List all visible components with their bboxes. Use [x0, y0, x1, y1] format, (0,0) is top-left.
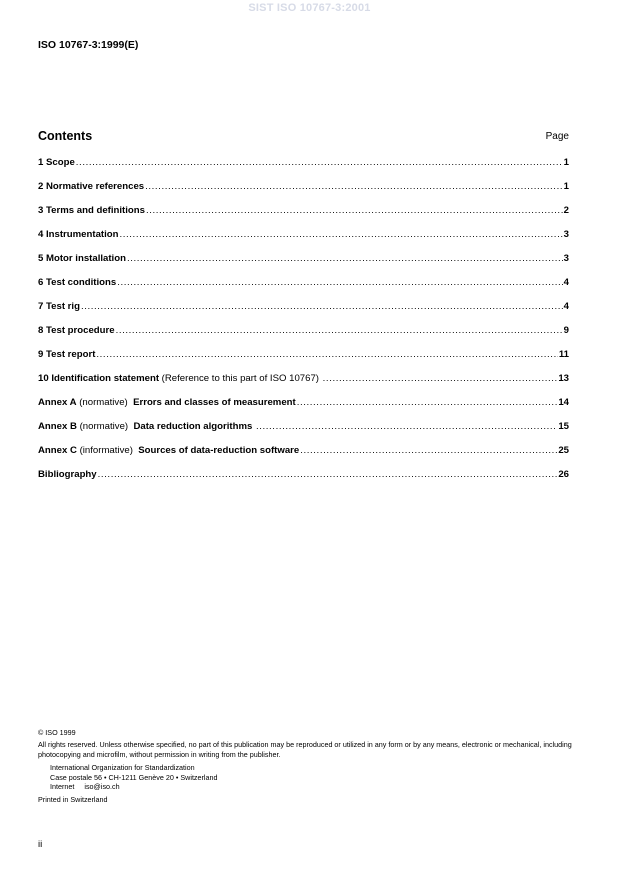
toc-entry[interactable]: [38, 349, 569, 373]
toc-page-number: 26: [558, 469, 569, 480]
toc-entry-title: [38, 277, 116, 288]
toc-entry-heading: 2 Normative references: [38, 181, 145, 192]
toc-entry-title: [38, 205, 145, 216]
toc-dot-leader: [117, 277, 562, 288]
toc-entry[interactable]: [38, 181, 569, 205]
toc-page-number: 3: [563, 253, 569, 264]
toc-entry[interactable]: [38, 325, 569, 349]
toc-entry-heading: Annex A: [38, 397, 77, 408]
toc-dot-leader: [76, 157, 563, 168]
toc-entry-heading: 5 Motor installation: [38, 253, 126, 264]
toc-entry-subtitle: Sources of data-reduction software: [138, 445, 300, 456]
toc-entry[interactable]: [38, 469, 569, 493]
toc-page-number: 1: [563, 181, 569, 192]
toc-dot-leader: [96, 349, 557, 360]
page-column-label: Page: [545, 131, 569, 142]
toc-entry-title: [38, 445, 299, 456]
toc-dot-leader: [116, 325, 563, 336]
toc-dot-leader: [323, 373, 558, 384]
toc-entry[interactable]: [38, 157, 569, 181]
toc-entry[interactable]: [38, 301, 569, 325]
toc-entry[interactable]: [38, 397, 569, 421]
toc-entry-heading: Annex B: [38, 421, 77, 432]
watermark: SIST ISO 10767-3:2001: [248, 2, 371, 14]
footer: [38, 728, 578, 805]
toc-page-number: 4: [563, 277, 569, 288]
toc-page-number: 14: [558, 397, 569, 408]
internet-contact: Internet iso@iso.ch: [50, 782, 120, 792]
page-number: ii: [38, 839, 43, 850]
toc-page-number: 9: [563, 325, 569, 336]
toc-entry-heading: 1 Scope: [38, 157, 75, 168]
toc-entry-title: [38, 157, 75, 168]
rights-statement: All rights reserved. Unless otherwise specified, no part of this publication may be reproduced or utilized in any form or by any means, electronic or mechanical, including photocopying and microfilm, without permission in writing from the publisher.: [38, 740, 572, 759]
toc-entry-title: [38, 397, 296, 408]
toc-page-number: 2: [563, 205, 569, 216]
organization-name: International Organization for Standardization: [50, 763, 195, 773]
toc-page-number: 13: [558, 373, 569, 384]
toc-page-number: 1: [563, 157, 569, 168]
toc-entry-title: [38, 301, 80, 312]
toc-entry[interactable]: [38, 253, 569, 277]
toc-entry-heading: 3 Terms and definitions: [38, 205, 145, 216]
toc-dot-leader: [81, 301, 563, 312]
toc-entry-heading: 8 Test procedure: [38, 325, 115, 336]
printed-location: Printed in Switzerland: [38, 795, 108, 805]
toc-entry-heading: 9 Test report: [38, 349, 96, 360]
toc-entry[interactable]: [38, 277, 569, 301]
toc-dot-leader: [256, 421, 557, 432]
toc-page-number: 25: [558, 445, 569, 456]
toc-entry-annotation: (informative): [76, 445, 139, 456]
toc-page-number: 4: [563, 301, 569, 312]
toc-dot-leader: [120, 229, 563, 240]
toc-dot-leader: [98, 469, 558, 480]
table-of-contents: [38, 157, 569, 493]
publisher-address: [38, 763, 578, 791]
toc-entry[interactable]: [38, 229, 569, 253]
toc-dot-leader: [127, 253, 563, 264]
toc-entry-title: [38, 253, 126, 264]
toc-entry-heading: Bibliography: [38, 469, 97, 480]
toc-entry-heading: 4 Instrumentation: [38, 229, 119, 240]
toc-entry-subtitle: Data reduction algorithms: [133, 421, 255, 432]
toc-entry-heading: 10 Identification statement: [38, 373, 160, 384]
document-identifier: ISO 10767-3:1999(E): [38, 39, 139, 51]
postal-address: Case postale 56 • CH-1211 Genève 20 • Switzerland: [50, 772, 218, 782]
toc-entry-title: [38, 349, 95, 360]
toc-dot-leader: [146, 205, 563, 216]
toc-entry-heading: 6 Test conditions: [38, 277, 117, 288]
toc-entry-heading: Annex C: [38, 445, 77, 456]
toc-dot-leader: [145, 181, 563, 192]
toc-entry-annotation: (Reference to this part of ISO 10767): [159, 373, 322, 384]
toc-entry[interactable]: [38, 421, 569, 445]
toc-entry-annotation: (normative): [76, 397, 134, 408]
toc-page-number: 11: [558, 349, 569, 360]
toc-entry[interactable]: [38, 205, 569, 229]
toc-entry-title: [38, 469, 97, 480]
toc-page-number: 15: [558, 421, 569, 432]
toc-page-number: 3: [563, 229, 569, 240]
toc-dot-leader: [297, 397, 558, 408]
contents-heading: Contents: [38, 129, 93, 143]
toc-entry[interactable]: [38, 373, 569, 397]
toc-entry-title: [38, 181, 144, 192]
toc-entry-title: [38, 229, 119, 240]
toc-entry-title: [38, 325, 115, 336]
copyright-notice: © ISO 1999: [38, 728, 76, 737]
toc-entry-heading: 7 Test rig: [38, 301, 80, 312]
toc-entry[interactable]: [38, 445, 569, 469]
toc-dot-leader: [300, 445, 557, 456]
toc-entry-title: [38, 421, 255, 432]
toc-entry-title: [38, 373, 322, 384]
toc-entry-subtitle: Errors and classes of measurement: [133, 397, 296, 408]
toc-entry-annotation: (normative): [76, 421, 134, 432]
